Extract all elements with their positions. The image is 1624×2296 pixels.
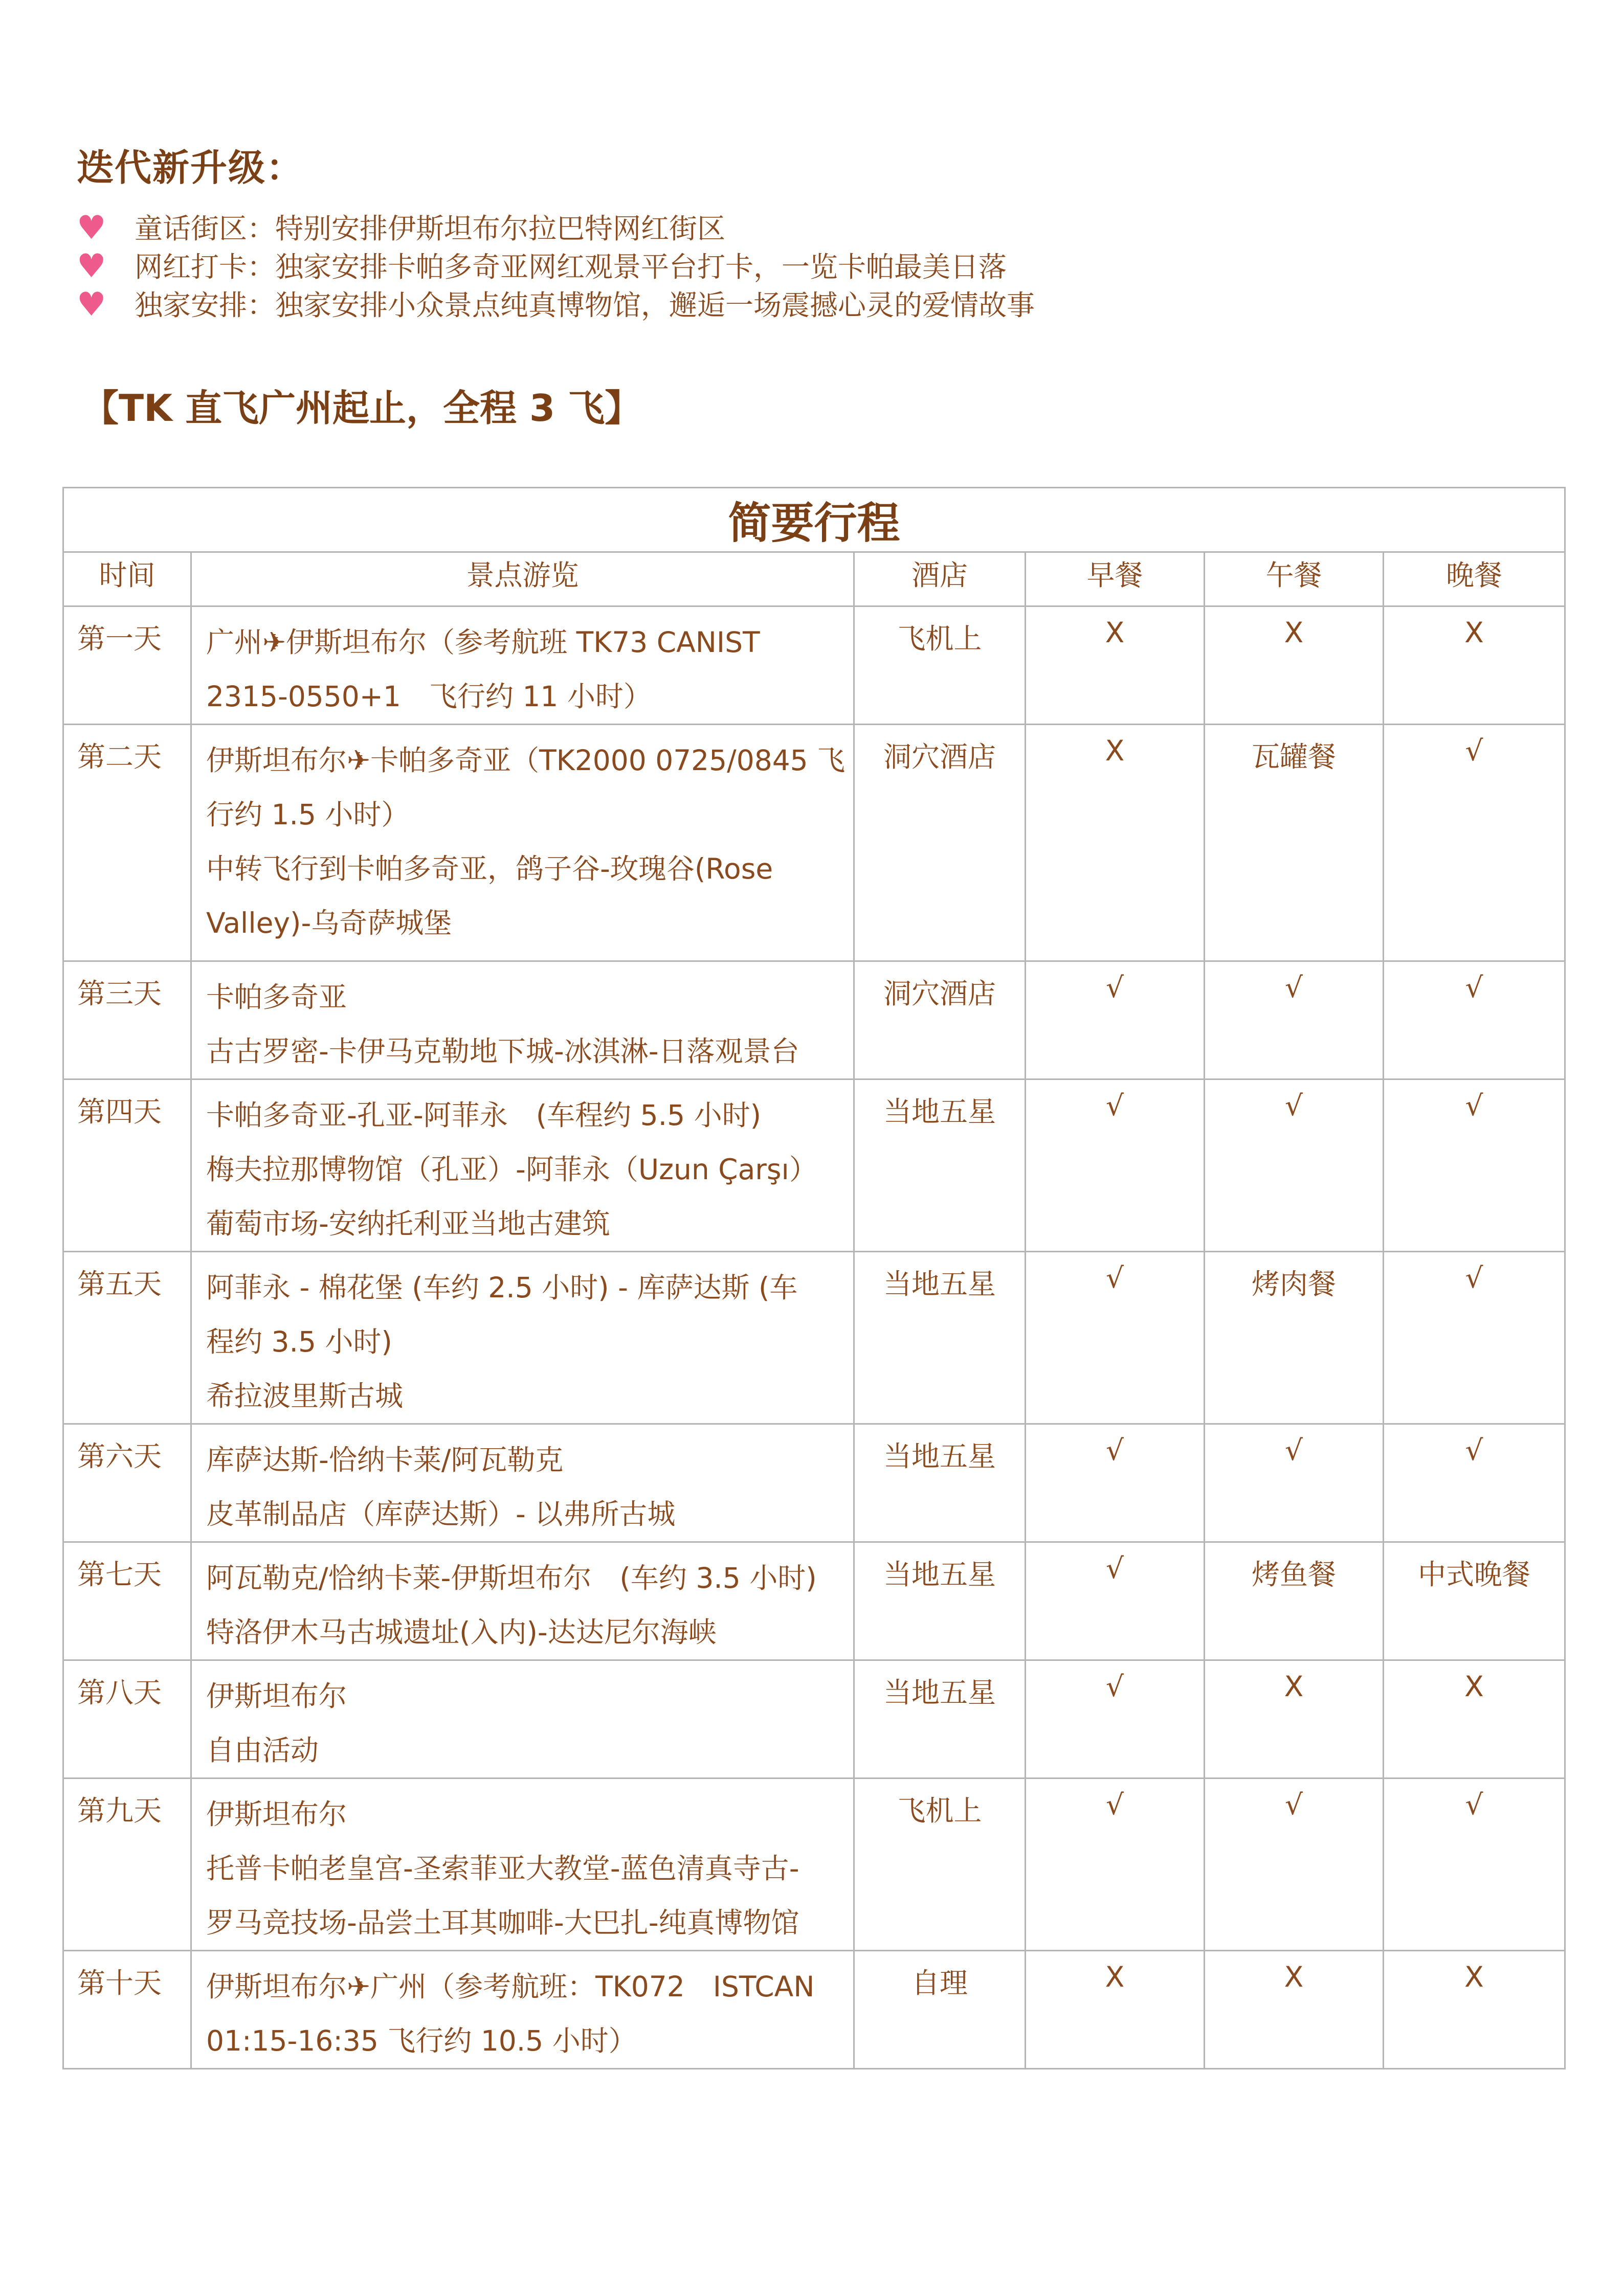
lunch-cell: X bbox=[1205, 1951, 1384, 2069]
sight-line: 广州✈伊斯坦布尔（参考航班 TK73 CANIST bbox=[206, 626, 760, 659]
lunch-cell: √ bbox=[1205, 1424, 1384, 1542]
lunch-cell: 烤鱼餐 bbox=[1205, 1542, 1384, 1660]
sight-line: 库萨达斯-恰纳卡莱/阿瓦勒克 bbox=[206, 1444, 564, 1476]
itinerary-table bbox=[62, 487, 1566, 2069]
hotel-cell: 洞穴酒店 bbox=[854, 725, 1026, 961]
column-header-sights: 景点游览 bbox=[191, 552, 854, 606]
breakfast-cell: √ bbox=[1026, 1660, 1205, 1779]
table-header-row bbox=[63, 552, 1565, 606]
breakfast-cell: X bbox=[1026, 1951, 1205, 2069]
sight-line: 罗马竞技场-品尝土耳其咖啡-大巴扎-纯真博物馆 bbox=[206, 1906, 799, 1939]
sight-line: 阿瓦勒克/恰纳卡莱-伊斯坦布尔 (车约 3.5 小时) bbox=[206, 1562, 817, 1594]
sight-line: 特洛伊木马古城遗址(入内)-达达尼尔海峡 bbox=[206, 1616, 717, 1649]
table-row bbox=[63, 1660, 1565, 1779]
sight-line: 行约 1.5 小时） bbox=[206, 798, 410, 831]
breakfast-cell: √ bbox=[1026, 1079, 1205, 1252]
heart-icon: ♥ bbox=[77, 247, 106, 285]
lunch-cell: X bbox=[1205, 1660, 1384, 1779]
sights-cell bbox=[191, 1424, 854, 1542]
breakfast-cell: X bbox=[1026, 725, 1205, 961]
hotel-cell: 当地五星 bbox=[854, 1542, 1026, 1660]
dinner-cell: X bbox=[1384, 1660, 1565, 1779]
lunch-cell: 烤肉餐 bbox=[1205, 1252, 1384, 1424]
table-row bbox=[63, 1542, 1565, 1660]
table-row bbox=[63, 725, 1565, 961]
sight-line: 葡萄市场-安纳托利亚当地古建筑 bbox=[206, 1207, 610, 1240]
day-cell: 第九天 bbox=[63, 1779, 191, 1951]
sight-line: 希拉波里斯古城 bbox=[206, 1380, 404, 1412]
lunch-cell: √ bbox=[1205, 1079, 1384, 1252]
feature-text: 网红打卡：独家安排卡帕多奇亚网红观景平台打卡，一览卡帕最美日落 bbox=[135, 251, 1007, 283]
sights-cell bbox=[191, 1951, 854, 2069]
dinner-cell: √ bbox=[1384, 1252, 1565, 1424]
heart-icon: ♥ bbox=[77, 286, 106, 324]
sight-line: 自由活动 bbox=[206, 1734, 319, 1767]
column-header-time: 时间 bbox=[63, 552, 191, 606]
column-header-dinner: 晚餐 bbox=[1384, 552, 1565, 606]
table-caption: 简要行程 bbox=[63, 488, 1565, 552]
sight-line: 阿菲永 - 棉花堡 (车约 2.5 小时) - 库萨达斯 (车 bbox=[206, 1271, 798, 1304]
breakfast-cell: √ bbox=[1026, 961, 1205, 1079]
table-row bbox=[63, 1079, 1565, 1252]
sight-line: 程约 3.5 小时) bbox=[206, 1325, 392, 1358]
column-header-hotel: 酒店 bbox=[854, 552, 1026, 606]
day-cell: 第八天 bbox=[63, 1660, 191, 1779]
breakfast-cell: X bbox=[1026, 606, 1205, 725]
lunch-cell: X bbox=[1205, 606, 1384, 725]
sight-line: 卡帕多奇亚-孔亚-阿菲永 (车程约 5.5 小时) bbox=[206, 1099, 762, 1132]
sight-line: 皮革制品店（库萨达斯）- 以弗所古城 bbox=[206, 1498, 676, 1530]
hotel-cell: 当地五星 bbox=[854, 1660, 1026, 1779]
sights-cell bbox=[191, 725, 854, 961]
dinner-cell: √ bbox=[1384, 961, 1565, 1079]
sight-line: 伊斯坦布尔 bbox=[206, 1680, 347, 1713]
hotel-cell: 自理 bbox=[854, 1951, 1026, 2069]
hotel-cell: 当地五星 bbox=[854, 1079, 1026, 1252]
day-cell: 第六天 bbox=[63, 1424, 191, 1542]
dinner-cell: √ bbox=[1384, 1779, 1565, 1951]
sight-line: 伊斯坦布尔✈广州（参考航班：TK072 ISTCAN bbox=[206, 1970, 815, 2003]
day-cell: 第五天 bbox=[63, 1252, 191, 1424]
column-header-breakfast: 早餐 bbox=[1026, 552, 1205, 606]
sight-line: 伊斯坦布尔✈卡帕多奇亚（TK2000 0725/0845 飞 bbox=[206, 744, 846, 777]
column-header-lunch: 午餐 bbox=[1205, 552, 1384, 606]
sight-line: 伊斯坦布尔 bbox=[206, 1798, 347, 1831]
sight-line: 托普卡帕老皇宫-圣索菲亚大教堂-蓝色清真寺古- bbox=[206, 1852, 799, 1885]
dinner-cell: X bbox=[1384, 1951, 1565, 2069]
sight-line: 01:15-16:35 飞行约 10.5 小时） bbox=[206, 2024, 637, 2057]
day-cell: 第七天 bbox=[63, 1542, 191, 1660]
day-cell: 第二天 bbox=[63, 725, 191, 961]
breakfast-cell: √ bbox=[1026, 1542, 1205, 1660]
sights-cell bbox=[191, 1660, 854, 1779]
feature-text: 独家安排：独家安排小众景点纯真博物馆，邂逅一场震撼心灵的爱情故事 bbox=[135, 289, 1035, 322]
table-caption-row bbox=[63, 488, 1565, 552]
heart-icon: ♥ bbox=[77, 209, 106, 247]
sight-line: 中转飞行到卡帕多奇亚，鸽子谷-玫瑰谷(Rose bbox=[206, 852, 773, 885]
table-row bbox=[63, 1252, 1565, 1424]
breakfast-cell: √ bbox=[1026, 1252, 1205, 1424]
dinner-cell: √ bbox=[1384, 1079, 1565, 1252]
table-row bbox=[63, 1424, 1565, 1542]
upgrade-title: 迭代新升级： bbox=[77, 146, 304, 189]
day-cell: 第三天 bbox=[63, 961, 191, 1079]
lunch-cell: 瓦罐餐 bbox=[1205, 725, 1384, 961]
hotel-cell: 飞机上 bbox=[854, 606, 1026, 725]
table-row bbox=[63, 1779, 1565, 1951]
table-row bbox=[63, 961, 1565, 1079]
sights-cell bbox=[191, 1542, 854, 1660]
hotel-cell: 飞机上 bbox=[854, 1779, 1026, 1951]
lunch-cell: √ bbox=[1205, 1779, 1384, 1951]
sight-line: 古古罗密-卡伊马克勒地下城-冰淇淋-日落观景台 bbox=[206, 1035, 799, 1068]
sights-cell bbox=[191, 961, 854, 1079]
sight-line: Valley)-乌奇萨城堡 bbox=[206, 907, 452, 939]
day-cell: 第四天 bbox=[63, 1079, 191, 1252]
sight-line: 2315-0550+1 飞行约 11 小时） bbox=[206, 680, 652, 713]
hotel-cell: 洞穴酒店 bbox=[854, 961, 1026, 1079]
day-cell: 第一天 bbox=[63, 606, 191, 725]
dinner-cell: X bbox=[1384, 606, 1565, 725]
day-cell: 第十天 bbox=[63, 1951, 191, 2069]
dinner-cell: √ bbox=[1384, 1424, 1565, 1542]
sights-cell bbox=[191, 1252, 854, 1424]
hotel-cell: 当地五星 bbox=[854, 1424, 1026, 1542]
lunch-cell: √ bbox=[1205, 961, 1384, 1079]
sight-line: 卡帕多奇亚 bbox=[206, 981, 347, 1014]
feature-text: 童话街区：特别安排伊斯坦布尔拉巴特网红街区 bbox=[135, 212, 726, 245]
route-title: 【TK 直飞广州起止，全程 3 飞】 bbox=[82, 387, 642, 430]
sights-cell bbox=[191, 1779, 854, 1951]
dinner-cell: 中式晚餐 bbox=[1384, 1542, 1565, 1660]
dinner-cell: √ bbox=[1384, 725, 1565, 961]
table-row bbox=[63, 1951, 1565, 2069]
table-row bbox=[63, 606, 1565, 725]
sights-cell bbox=[191, 1079, 854, 1252]
hotel-cell: 当地五星 bbox=[854, 1252, 1026, 1424]
sights-cell bbox=[191, 606, 854, 725]
breakfast-cell: √ bbox=[1026, 1779, 1205, 1951]
sight-line: 梅夫拉那博物馆（孔亚）-阿菲永（Uzun Çarşı） bbox=[206, 1153, 817, 1186]
breakfast-cell: √ bbox=[1026, 1424, 1205, 1542]
